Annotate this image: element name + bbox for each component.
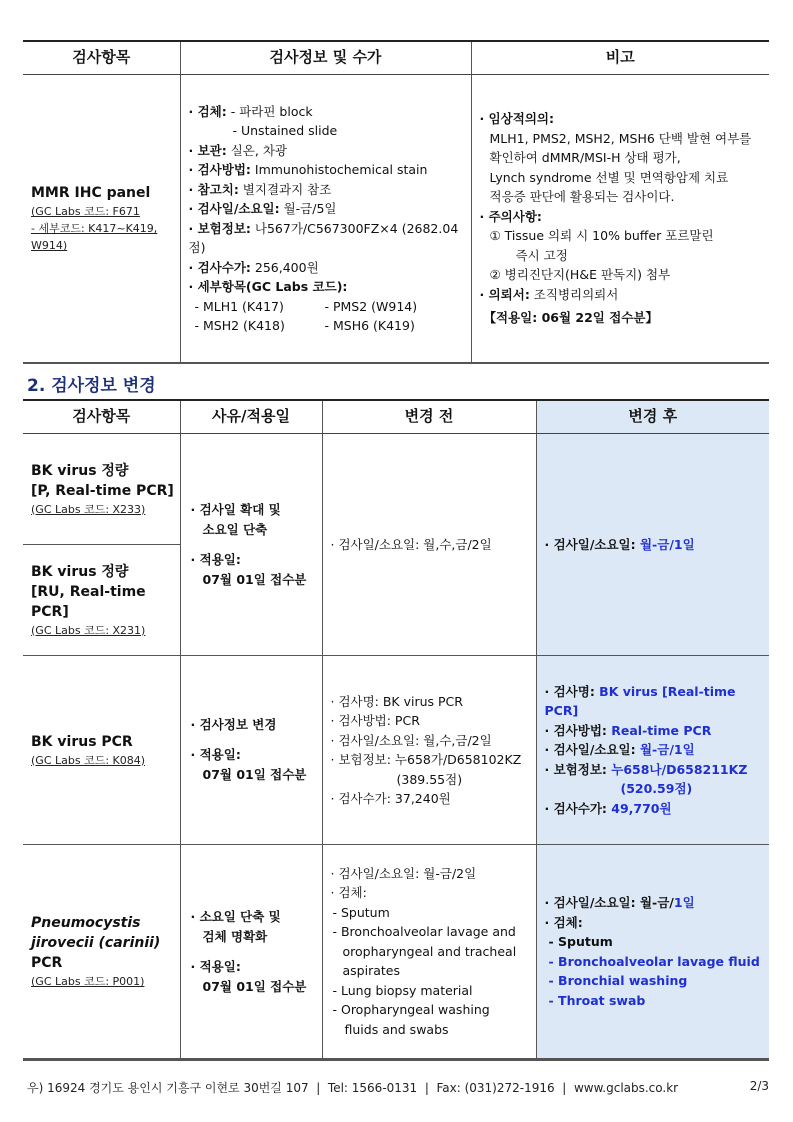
pneumo-reason-cell: · 소요일 단축 및 검체 명확화 · 적용일: 07월 01일 접수분 (180, 845, 322, 1060)
bk-quant-ru-cell: BK virus 정량 [RU, Real-time PCR] (GC Labs 코드: X231) (23, 545, 180, 656)
table-header-row (23, 400, 769, 434)
info-line: · 검체: - 파라핀 block (188, 103, 313, 119)
clinical-label: · 임상적의의: (479, 111, 554, 127)
footer-divider (23, 1059, 769, 1061)
header-remarks: 비고 (471, 41, 769, 75)
pneumo-after-cell: · 검사일/소요일: 월-금/1일 · 검체: - Sputum - Bronchoalveolar lavage fluid - Bronchial washing - Throat swab (536, 845, 769, 1060)
section-title: 2. 검사정보 변경 (27, 376, 156, 396)
caution-line: ② 병리진단지(H&E 판독지) 첨부 (489, 267, 671, 283)
change-table (23, 399, 769, 1060)
info-line: · 검사일/소요일: 월-금/5일 (188, 201, 337, 216)
pneumo-item-cell: Pneumocystis jirovecii (carinii) PCR (GC Labs 코드: P001) (23, 845, 180, 1060)
header-after: 변경 후 (536, 400, 769, 434)
table-row (23, 75, 769, 364)
caution-line: 즉시 고정 (515, 247, 568, 263)
caution-line: ① Tissue 의뢰 시 10% buffer 포르말린 (489, 228, 714, 244)
bk-pcr-reason-cell: · 검사정보 변경 · 적용일: 07월 01일 접수분 (180, 656, 322, 845)
bk-pcr-after-cell: · 검사명: BK virus [Real-time PCR] · 검사방법: Real-time PCR · 검사일/소요일: 월-금/1일 · 보험정보: 누658나/D658211KZ (520.59점) · 검사수가: 49,770원 (536, 656, 769, 845)
table-row (23, 845, 769, 1060)
table-row (23, 434, 769, 545)
mmr-item-cell (23, 75, 180, 364)
request-line: · 의뢰서: 조직병리의뢰서 (479, 286, 619, 302)
header-item: 검사항목 (23, 41, 180, 75)
page-number: 2/3 (749, 1079, 769, 1093)
footer (27, 1079, 769, 1096)
subitem-row: - MSH2 (K418) - MSH6 (K419) (194, 318, 415, 333)
info-line: · 보관: 실온, 차광 (188, 142, 287, 158)
mmr-code-1: (GC Labs 코드: F671 (31, 205, 140, 218)
bk-pcr-before-cell: · 검사명: BK virus PCR · 검사방법: PCR · 검사일/소요일: 월,수,금/2일 · 보험정보: 누658가/D658102KZ (389.55점) · 검사수가: 37,240원 (322, 656, 536, 845)
mmr-remarks-cell (471, 75, 769, 364)
clinical-line: Lynch syndrome 선별 및 면역항암제 치료 (489, 169, 729, 185)
table-header-row (23, 41, 769, 75)
info-line: · 검사방법: Immunohistochemical stain (188, 162, 428, 177)
mmr-code-2: - 세부코드: K417~K419, (31, 222, 158, 235)
clinical-line: 적응증 판단에 활용되는 검사이다. (489, 189, 675, 205)
info-line: · 보험정보: 나567가/C567300FZ×4 (2682.04점) (188, 220, 459, 255)
caution-label: · 주의사항: (479, 208, 542, 224)
subitem-row: - MLH1 (K417) - PMS2 (W914) (194, 298, 418, 314)
pneumo-before-cell: · 검사일/소요일: 월-금/2일 · 검체: - Sputum - Bronchoalveolar lavage and oropharyngeal and tracheal aspirates - Lung biopsy material - Oropharyngeal washing fluids and swabs (322, 845, 536, 1060)
mmr-table (23, 40, 769, 364)
mmr-code-3: W914) (31, 239, 68, 252)
header-info: 검사정보 및 수가 (180, 41, 471, 75)
clinical-line: 확인하여 dMMR/MSI-H 상태 평가, (489, 150, 681, 166)
bk-quant-reason-cell: · 검사일 확대 및 소요일 단축 · 적용일: 07월 01일 접수분 (180, 434, 322, 656)
mmr-item-name: MMR IHC panel (31, 185, 151, 201)
bk-pcr-item-cell: BK virus PCR (GC Labs 코드: K084) (23, 656, 180, 845)
info-line: · 참고치: 별지결과지 참조 (188, 181, 332, 197)
info-line: · 검사수가: 256,400원 (188, 259, 319, 275)
mmr-info-cell (180, 75, 471, 364)
header-item: 검사항목 (23, 400, 180, 434)
bk-quant-before-cell: · 검사일/소요일: 월,수,금/2일 (322, 434, 536, 656)
table-row (23, 656, 769, 845)
apply-line: 【적용일: 06월 22일 접수분】 (483, 310, 658, 326)
clinical-line: MLH1, PMS2, MSH2, MSH6 단백 발현 여부를 (489, 130, 752, 146)
info-line: - Unstained slide (232, 123, 338, 138)
header-reason: 사유/적용일 (180, 400, 322, 434)
footer-address: 우) 16924 경기도 용인시 기흥구 이현로 30번길 107 | Tel: 1566-0131 | Fax: (031)272-1916 | www.gclabs.co.kr (27, 1081, 679, 1095)
bk-quant-p-cell: BK virus 정량 [P, Real-time PCR] (GC Labs 코드: X233) (31, 462, 174, 516)
header-before: 변경 전 (322, 400, 536, 434)
bk-quant-after-cell: · 검사일/소요일: 월-금/1일 (536, 434, 769, 656)
info-line: · 세부항목(GC Labs 코드): (188, 279, 348, 294)
